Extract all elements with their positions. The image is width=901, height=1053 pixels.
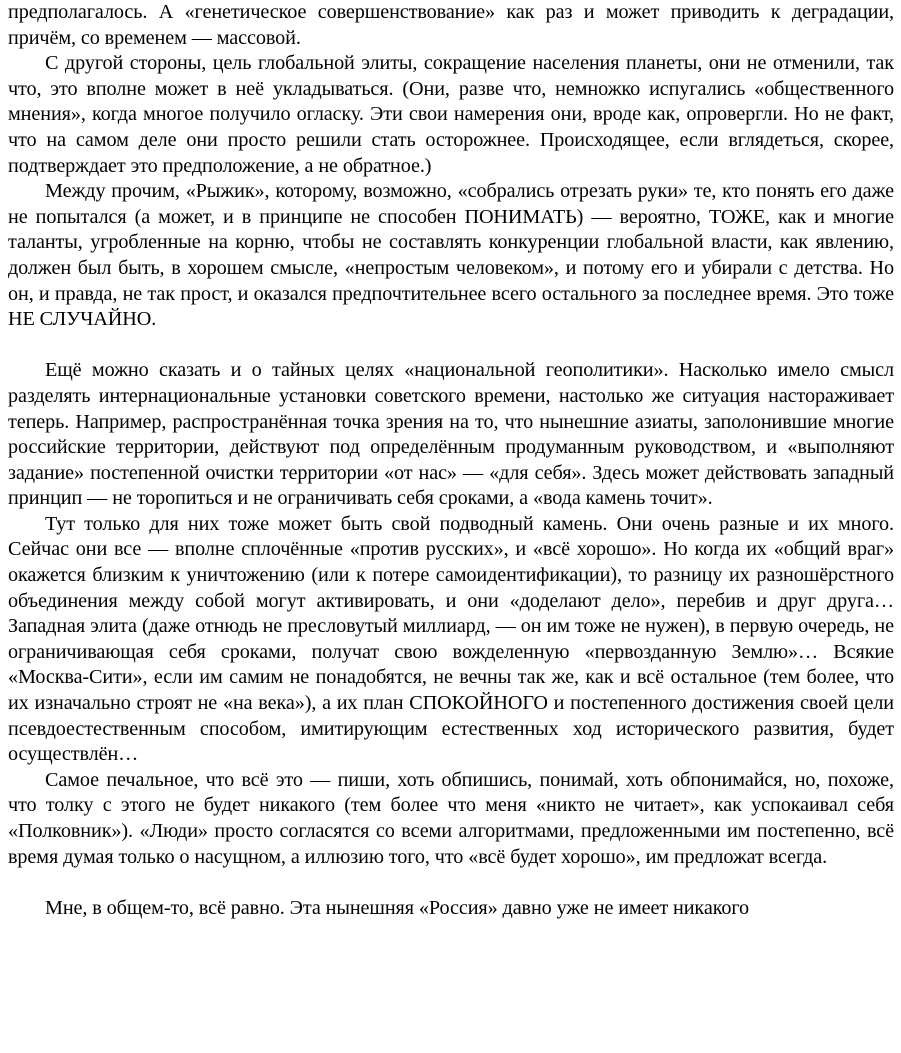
document-page (8, 0, 894, 921)
paragraph-1: предполагалось. А «генетическое совершенствование» как раз и может приводить к деградации, причём, со временем — массовой. (8, 1, 894, 49)
paragraph-5: Тут только для них тоже может быть свой подводный камень. Они очень разные и их много. Сейчас они все — вполне сплочённые «против русских», и «всё хорошо». Но когда их «общий враг» окажется близким к уничтожению (или к потере самоидентификации), то разницу их разношёрстного объединения между собой могут активировать, и они «доделают дело», перебив и друг друга… Западная элита (даже отнюдь не пресловутый миллиард, — он им тоже не нужен), в первую очередь, не ограничивающая себя сроками, получат свою вожделенную «первозданную Землю»… Всякие «Москва-Сити», если им самим не понадобятся, не вечны так же, как и всё остальное (тем более, что их изначально строят не «на века»), а их план СПОКОЙНОГО и постепенного достижения своей цели псевдоестественным способом, имитирующим естественных ход исторического развития, будет осуществлён… (8, 512, 894, 766)
paragraph-2: С другой стороны, цель глобальной элиты, сокращение населения планеты, они не отменили, так что, это вполне может в неё укладываться. (Они, разве что, немножко испугались «общественного мнения», когда многое получило огласку. Эти свои намерения они, вроде как, опровергли. Но не факт, что на самом деле они просто решили стать осторожнее. Происходящее, если вглядеться, скорее, подтверждает это предположение, а не обратное.) (8, 52, 894, 177)
paragraph-6: Самое печальное, что всё это — пиши, хоть обпишись, понимай, хоть обпонимайся, но, похоже, что толку с этого не будет никакого (тем более что меня «никто не читает», как успокаивал себя «Полковник»). «Люди» просто согласятся со всеми алгоритмами, предложенными им постепенно, всё время думая только о насущном, а иллюзию того, что «всё будет хорошо», им предложат всегда. (8, 768, 894, 868)
paragraph-7: Мне, в общем-то, всё равно. Эта нынешняя «Россия» давно уже не имеет никакого (45, 896, 750, 919)
paragraph-4: Ещё можно сказать и о тайных целях «национальной геополитики». Насколько имело смысл разделять интернациональные установки советского времени, настолько же ситуация настораживает теперь. Например, распространённая точка зрения на то, что нынешние азиаты, заполонившие многие российские территории, действуют под определённым продуманным руководством, и «выполняют задание» постепенной очистки территории «от нас» — «для себя». Здесь может действовать западный принцип — не торопиться и не ограничивать себя сроками, а «вода камень точит». (8, 359, 894, 510)
paragraph-3: Между прочим, «Рыжик», которому, возможно, «собрались отрезать руки» те, кто понять его даже не попытался (а может, и в принципе не способен ПОНИМАТЬ) — вероятно, ТОЖЕ, как и многие таланты, угробленные на корню, чтобы не составлять конкуренции глобальной власти, как явлению, должен был быть, в хорошем смысле, «непростым человеком», и потому его и убирали с детства. Но он, и правда, не так прост, и оказался предпочтительнее всего остального за последнее время. Это тоже НЕ СЛУЧАЙНО. (8, 180, 894, 331)
